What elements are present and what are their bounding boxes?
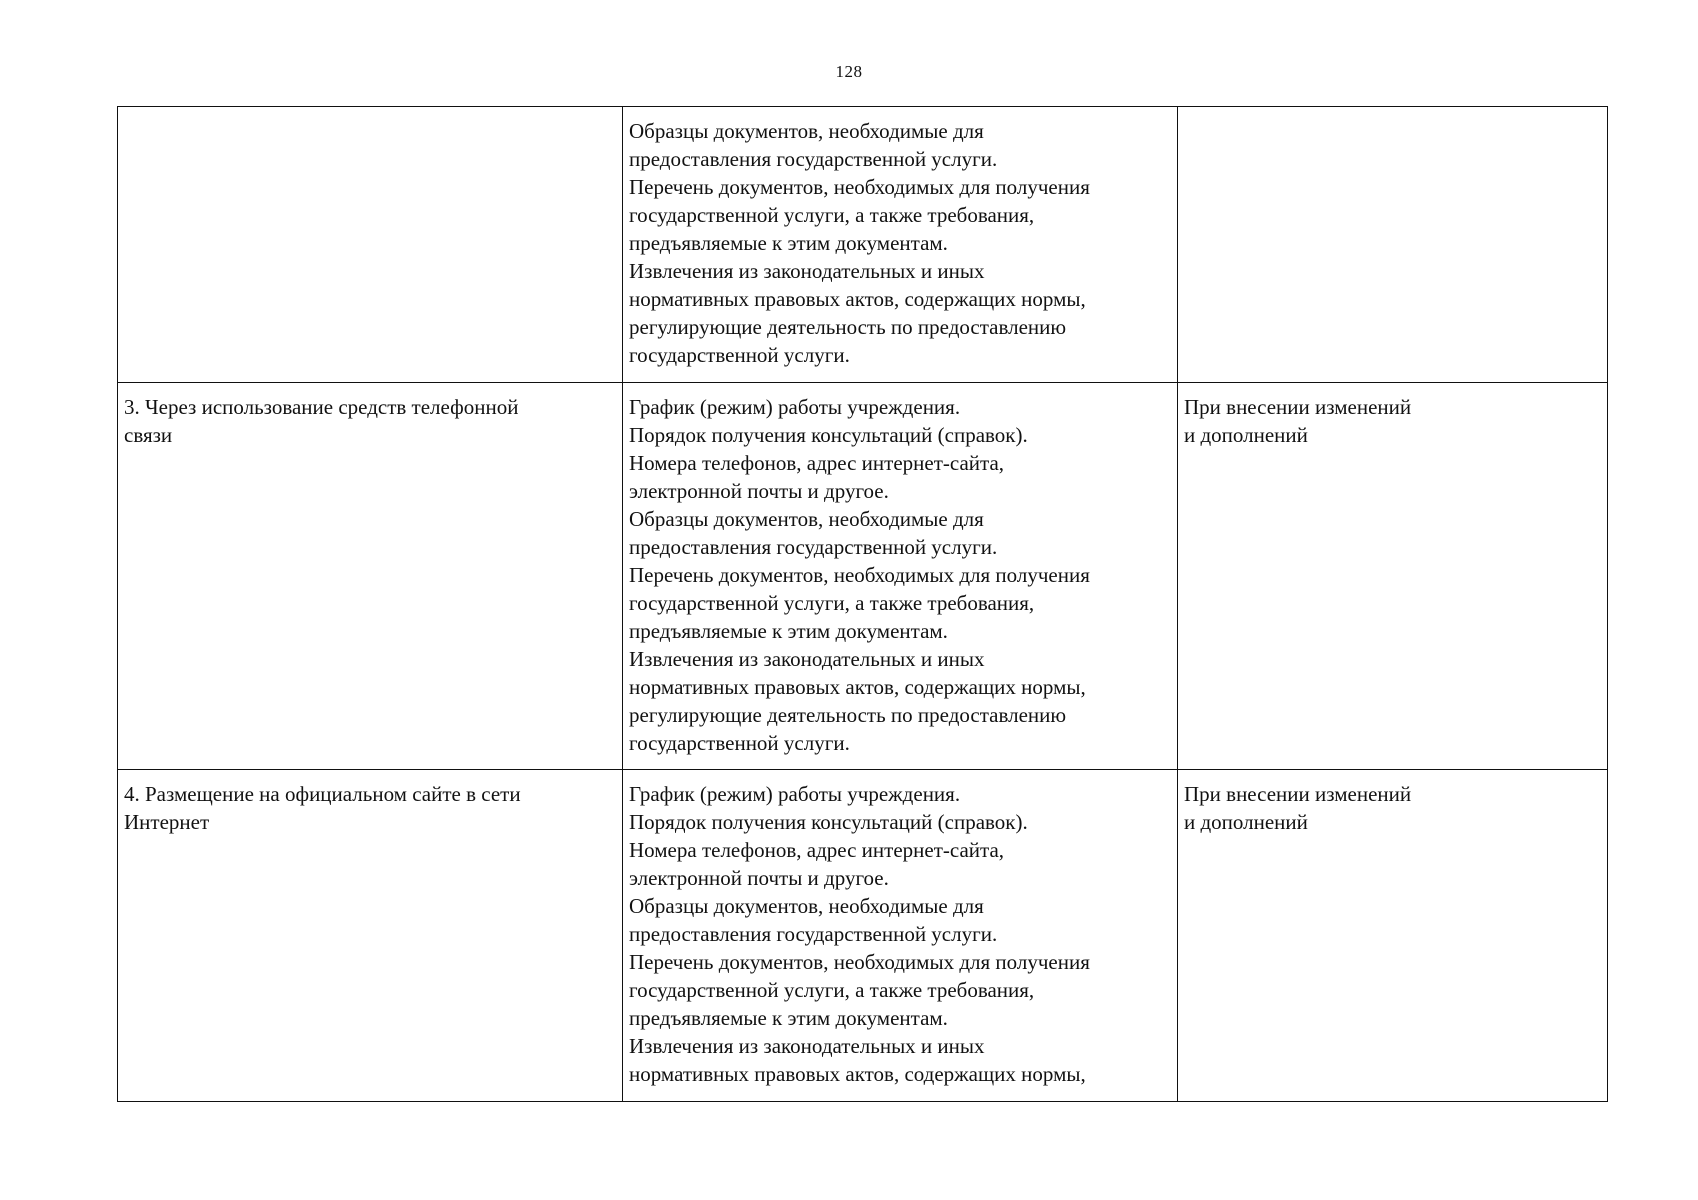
table-row — [118, 107, 1608, 383]
text-line: Извлечения из законодательных и иных — [629, 1034, 985, 1058]
content-cell — [623, 107, 1178, 383]
method-cell — [118, 383, 623, 770]
text-line: государственной услуги, а также требования, — [629, 978, 1035, 1002]
text-line: предъявляемые к этим документам. — [629, 619, 948, 643]
method-cell — [118, 770, 623, 1102]
text-line: Извлечения из законодательных и иных — [629, 259, 985, 283]
text-line: График (режим) работы учреждения. — [629, 395, 961, 419]
text-line: 4. Размещение на официальном сайте в сети — [124, 782, 521, 806]
info-table — [117, 106, 1608, 1102]
text-line: Порядок получения консультаций (справок). — [629, 423, 1028, 447]
text-line: предоставления государственной услуги. — [629, 147, 998, 171]
text-line: государственной услуги, а также требования, — [629, 591, 1035, 615]
content-cell — [623, 770, 1178, 1102]
text-line: связи — [124, 423, 173, 447]
text-line: При внесении изменений — [1184, 782, 1412, 806]
text-line: электронной почты и другое. — [629, 479, 889, 503]
text-line: предъявляемые к этим документам. — [629, 1006, 948, 1030]
text-line: Перечень документов, необходимых для получения — [629, 175, 1090, 199]
period-cell — [1178, 770, 1608, 1102]
page-number: 128 — [835, 62, 863, 81]
text-line: Перечень документов, необходимых для получения — [629, 950, 1090, 974]
text-line: нормативных правовых актов, содержащих нормы, — [629, 287, 1086, 311]
text-line: нормативных правовых актов, содержащих нормы, — [629, 1062, 1086, 1086]
text-line: и дополнений — [1184, 423, 1308, 447]
content-cell — [623, 383, 1178, 770]
text-line: предъявляемые к этим документам. — [629, 231, 948, 255]
text-line: государственной услуги. — [629, 343, 850, 367]
text-line: Порядок получения консультаций (справок). — [629, 810, 1028, 834]
text-line: предоставления государственной услуги. — [629, 535, 998, 559]
text-line: При внесении изменений — [1184, 395, 1412, 419]
text-line: и дополнений — [1184, 810, 1308, 834]
text-line: нормативных правовых актов, содержащих нормы, — [629, 675, 1086, 699]
text-line: Образцы документов, необходимые для — [629, 507, 984, 531]
text-line: Перечень документов, необходимых для получения — [629, 563, 1090, 587]
text-line: электронной почты и другое. — [629, 866, 889, 890]
text-line: государственной услуги. — [629, 731, 850, 755]
text-line: предоставления государственной услуги. — [629, 922, 998, 946]
text-line: Интернет — [124, 810, 210, 834]
text-line: Извлечения из законодательных и иных — [629, 647, 985, 671]
text-line: 3. Через использование средств телефонной — [124, 395, 519, 419]
text-line: государственной услуги, а также требования, — [629, 203, 1035, 227]
text-line: Образцы документов, необходимые для — [629, 894, 984, 918]
text-line: Номера телефонов, адрес интернет-сайта, — [629, 838, 1005, 862]
table-row — [118, 383, 1608, 770]
period-cell — [1178, 383, 1608, 770]
text-line: Образцы документов, необходимые для — [629, 119, 984, 143]
table-row — [118, 770, 1608, 1102]
text-line: Номера телефонов, адрес интернет-сайта, — [629, 451, 1005, 475]
period-cell — [1178, 107, 1608, 383]
text-line: График (режим) работы учреждения. — [629, 782, 961, 806]
method-cell — [118, 107, 623, 383]
text-line: регулирующие деятельность по предоставлению — [629, 703, 1067, 727]
text-line: регулирующие деятельность по предоставлению — [629, 315, 1067, 339]
